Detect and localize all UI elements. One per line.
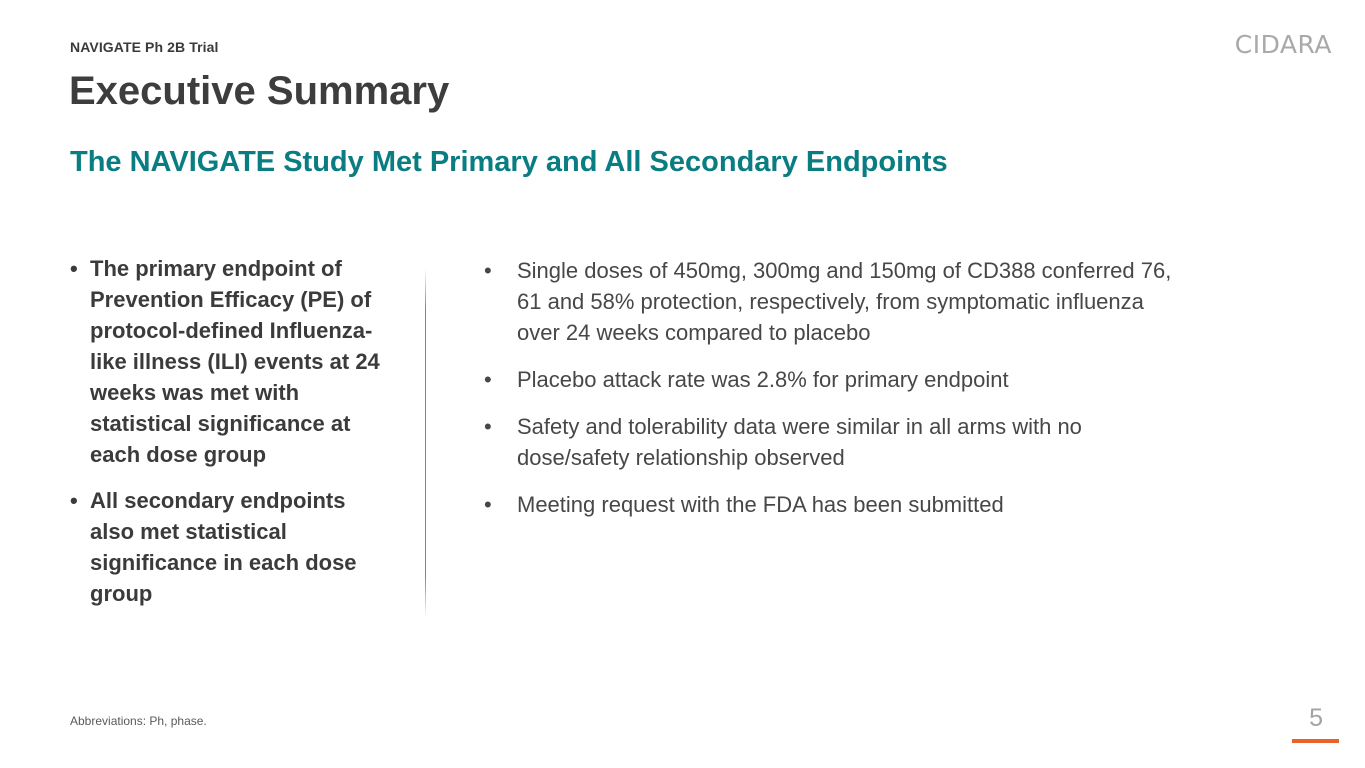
bullet-icon: • bbox=[484, 367, 492, 392]
page-accent-bar bbox=[1292, 739, 1339, 743]
bullet-icon: • bbox=[70, 256, 78, 281]
bullet-text: Meeting request with the FDA has been submitted bbox=[517, 492, 1004, 517]
page-subtitle: The NAVIGATE Study Met Primary and All Secondary Endpoints bbox=[70, 146, 948, 178]
cidara-logo: CIDARA bbox=[1234, 30, 1332, 59]
bullet-icon: • bbox=[484, 414, 492, 439]
bullet-text: The primary endpoint of Prevention Efficacy (PE) of protocol-defined Influenza-like illness (ILI) events at 24 weeks was met with statistical significance at each dose group bbox=[90, 256, 380, 467]
column-divider bbox=[425, 268, 426, 618]
page-number: 5 bbox=[1309, 704, 1323, 732]
list-item bbox=[70, 253, 380, 470]
bullet-icon: • bbox=[484, 258, 492, 283]
list-item bbox=[484, 411, 1174, 473]
bullet-icon: • bbox=[484, 492, 492, 517]
bullet-icon: • bbox=[70, 488, 78, 513]
bullet-text: All secondary endpoints also met statistical significance in each dose group bbox=[90, 488, 357, 606]
list-item bbox=[484, 255, 1174, 348]
page-title: Executive Summary bbox=[69, 69, 450, 113]
bullet-text: Single doses of 450mg, 300mg and 150mg of CD388 conferred 76, 61 and 58% protection, respectively, from symptomatic influenza over 24 weeks compared to placebo bbox=[517, 258, 1172, 345]
section-kicker: NAVIGATE Ph 2B Trial bbox=[70, 39, 219, 55]
list-item bbox=[484, 489, 1174, 520]
right-column bbox=[484, 255, 1174, 536]
bullet-text: Safety and tolerability data were similar in all arms with no dose/safety relationship observed bbox=[517, 414, 1082, 470]
left-bullet-list bbox=[70, 253, 380, 609]
right-bullet-list bbox=[484, 255, 1174, 520]
footnote: Abbreviations: Ph, phase. bbox=[70, 714, 207, 728]
bullet-text: Placebo attack rate was 2.8% for primary endpoint bbox=[517, 367, 1009, 392]
left-column bbox=[70, 253, 380, 624]
list-item bbox=[484, 364, 1174, 395]
list-item bbox=[70, 485, 380, 609]
